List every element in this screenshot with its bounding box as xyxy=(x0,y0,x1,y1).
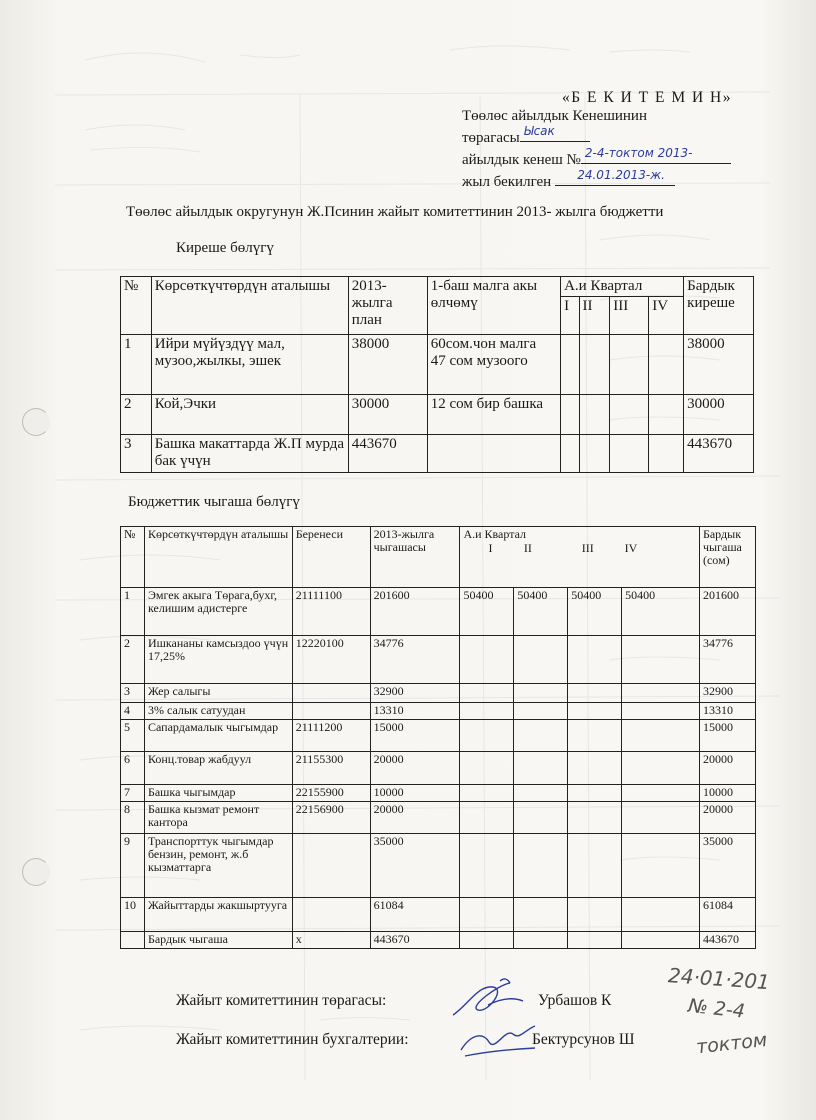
income-row-plan: 443670 xyxy=(348,435,427,473)
expense-total-code: х xyxy=(292,931,370,948)
income-row-no: 3 xyxy=(121,435,152,473)
binder-hole-top xyxy=(22,408,50,436)
table-row xyxy=(121,435,754,473)
expense-header-q4: IV xyxy=(622,541,700,587)
table-row xyxy=(121,702,756,719)
income-header-plan: 2013-жылга план xyxy=(348,277,427,335)
income-row-unit: 60сом.чон малга 47 сом музоого xyxy=(427,335,560,395)
expense-row-q2 xyxy=(514,833,568,897)
expense-row-total: 15000 xyxy=(699,719,755,751)
income-header-q1: I xyxy=(561,297,579,335)
income-row-q2 xyxy=(579,395,610,435)
expense-total-row xyxy=(121,931,756,948)
table-row xyxy=(121,587,756,635)
chair-handwritten-text: Ысак xyxy=(523,124,555,138)
expense-row-q3: 50400 xyxy=(568,587,622,635)
expense-row-no: 3 xyxy=(121,683,145,702)
expense-row-total: 32900 xyxy=(699,683,755,702)
expense-row-plan: 35000 xyxy=(370,833,460,897)
chair-signature-label: Жайыт комитеттинин төрагасы: xyxy=(176,992,387,1009)
expense-header-total: Бардык чыгаша (сом) xyxy=(699,527,755,588)
income-row-no: 2 xyxy=(121,395,152,435)
expense-row-code xyxy=(292,683,370,702)
expense-row-name: 3% салык сатуудан xyxy=(144,702,292,719)
expense-row-q4 xyxy=(622,784,700,801)
expense-row-no: 7 xyxy=(121,784,145,801)
expense-row-total: 20000 xyxy=(699,751,755,784)
income-header-row xyxy=(121,277,754,297)
expense-header-q2: II xyxy=(523,541,532,555)
expense-row-q4 xyxy=(622,635,700,683)
expense-total-q3 xyxy=(568,931,622,948)
income-row-q4 xyxy=(649,435,684,473)
expense-row-q2 xyxy=(514,702,568,719)
approval-date-handwritten: 24.01.2013-ж. xyxy=(577,168,665,182)
income-row-total: 38000 xyxy=(684,335,754,395)
expense-row-code xyxy=(292,833,370,897)
table-row xyxy=(121,833,756,897)
approval-line-1: Төөлөс айылдык Кенешинин xyxy=(462,108,647,124)
income-header-no: № xyxy=(121,277,152,335)
income-row-q3 xyxy=(610,335,649,395)
expense-header-q1: I xyxy=(460,541,514,587)
expense-row-q1 xyxy=(460,801,514,833)
expense-total-no xyxy=(121,931,145,948)
expense-row-q3 xyxy=(568,635,622,683)
expense-header-plan: 2013-жылга чыгашасы xyxy=(370,527,460,588)
income-row-name: Кой,Эчки xyxy=(151,395,348,435)
expense-row-no: 4 xyxy=(121,702,145,719)
expense-row-q2 xyxy=(514,801,568,833)
expense-row-q3 xyxy=(568,751,622,784)
expense-row-q2 xyxy=(514,635,568,683)
income-row-plan: 30000 xyxy=(348,395,427,435)
income-row-unit: 12 сом бир башка xyxy=(427,395,560,435)
income-row-no: 1 xyxy=(121,335,152,395)
table-row xyxy=(121,335,754,395)
expense-row-plan: 10000 xyxy=(370,784,460,801)
chair-handwritten-signature xyxy=(448,975,538,1025)
approval-heading: «Б Е К И Т Е М И Н» xyxy=(561,89,732,106)
expense-total-value: 443670 xyxy=(699,931,755,948)
income-row-q1 xyxy=(561,395,579,435)
expense-row-plan: 61084 xyxy=(370,897,460,931)
expense-header-row xyxy=(121,527,756,542)
expense-row-code: 22156900 xyxy=(292,801,370,833)
expense-row-code xyxy=(292,702,370,719)
expense-row-name: Конц.товар жабдуул xyxy=(144,751,292,784)
expense-row-code: 12220100 xyxy=(292,635,370,683)
expense-row-q3 xyxy=(568,801,622,833)
accountant-signature-name: Бектурсунов Ш xyxy=(532,1031,635,1048)
table-row xyxy=(121,784,756,801)
table-row xyxy=(121,683,756,702)
expense-row-no: 10 xyxy=(121,897,145,931)
expense-row-name: Жер салыгы xyxy=(144,683,292,702)
expense-row-q2 xyxy=(514,784,568,801)
expense-section-title: Бюджеттик чыгаша бөлүгү xyxy=(128,494,300,510)
expense-header-q3: III xyxy=(581,541,594,555)
expense-row-q3 xyxy=(568,897,622,931)
approval-date-field xyxy=(555,170,675,186)
expense-row-q2 xyxy=(514,719,568,751)
expense-row-total: 13310 xyxy=(699,702,755,719)
expense-row-name: Башка чыгымдар xyxy=(144,784,292,801)
approval-block xyxy=(462,88,792,192)
expense-row-name: Эмгек акыга Төрага,бухг, келишим адистерге xyxy=(144,587,292,635)
expense-row-total: 34776 xyxy=(699,635,755,683)
approval-line-4 xyxy=(462,170,792,192)
expense-row-name: Транспорттук чыгымдар бензин, ремонт, ж.б кызматтарга xyxy=(144,833,292,897)
expense-total-plan: 443670 xyxy=(370,931,460,948)
expense-row-code: 21155300 xyxy=(292,751,370,784)
income-row-q3 xyxy=(610,395,649,435)
income-header-q4: IV xyxy=(649,297,684,335)
expense-table xyxy=(120,526,756,949)
expense-row-q1 xyxy=(460,897,514,931)
chair-handwritten-field xyxy=(520,126,590,142)
expense-row-plan: 32900 xyxy=(370,683,460,702)
expense-row-no: 2 xyxy=(121,635,145,683)
expense-row-code: 22155900 xyxy=(292,784,370,801)
expense-row-q1 xyxy=(460,702,514,719)
expense-total-q1 xyxy=(460,931,514,948)
income-row-q2 xyxy=(579,435,610,473)
table-row xyxy=(121,801,756,833)
expense-row-q4 xyxy=(622,833,700,897)
expense-row-q3 xyxy=(568,833,622,897)
expense-row-total: 201600 xyxy=(699,587,755,635)
income-header-q2: II xyxy=(579,297,610,335)
expense-row-name: Башка кызмат ремонт кантора xyxy=(144,801,292,833)
expense-header-code: Беренеси xyxy=(292,527,370,588)
margin-note xyxy=(667,963,808,1059)
income-table xyxy=(120,276,754,473)
expense-row-total: 35000 xyxy=(699,833,755,897)
income-row-q2 xyxy=(579,335,610,395)
expense-row-code: 21111100 xyxy=(292,587,370,635)
expense-row-q4 xyxy=(622,683,700,702)
income-row-total: 30000 xyxy=(684,395,754,435)
income-row-name: Башка макаттарда Ж.П мурда бак үчүн xyxy=(151,435,348,473)
approval-line-4-label: жыл бекилген xyxy=(462,174,552,190)
table-row xyxy=(121,395,754,435)
expense-row-q3 xyxy=(568,784,622,801)
expense-row-q2 xyxy=(514,897,568,931)
approval-line-2-label: төрагасы xyxy=(462,130,520,146)
margin-note-date: 24·01·201 xyxy=(667,963,771,995)
expense-total-q4 xyxy=(622,931,700,948)
expense-row-no: 6 xyxy=(121,751,145,784)
expense-row-q4 xyxy=(622,702,700,719)
budget-title: Төөлөс айылдык округунун Ж.Псинин жайыт комитеттинин 2013- жылга бюджетти xyxy=(126,204,664,220)
expense-row-name: Ишкананы камсыздоо үчүн 17,25% xyxy=(144,635,292,683)
chair-signature-name: Урбашов К xyxy=(538,992,612,1009)
expense-row-plan: 201600 xyxy=(370,587,460,635)
income-section-title: Кирешe бөлүгү xyxy=(176,240,274,256)
expense-row-q1 xyxy=(460,751,514,784)
income-row-q1 xyxy=(561,335,579,395)
expense-row-no: 9 xyxy=(121,833,145,897)
expense-row-plan: 13310 xyxy=(370,702,460,719)
income-header-q3: III xyxy=(610,297,649,335)
income-row-unit xyxy=(427,435,560,473)
expense-total-label: Бардык чыгаша xyxy=(144,931,292,948)
binder-hole-bottom xyxy=(22,858,50,886)
expense-row-plan: 20000 xyxy=(370,801,460,833)
expense-header-no: № xyxy=(121,527,145,588)
expense-header-quarter: А.и Квартал xyxy=(460,527,700,542)
expense-row-no: 1 xyxy=(121,587,145,635)
income-row-q1 xyxy=(561,435,579,473)
income-header-unit: 1-баш малга акы өлчөмү xyxy=(427,277,560,335)
expense-row-no: 8 xyxy=(121,801,145,833)
expense-row-q4 xyxy=(622,719,700,751)
table-row xyxy=(121,751,756,784)
expense-row-name: Сапардамалык чыгымдар xyxy=(144,719,292,751)
expense-row-q3 xyxy=(568,683,622,702)
income-header-indicator: Көрсөткүчтөрдүн аталышы xyxy=(151,277,348,335)
expense-row-code xyxy=(292,897,370,931)
expense-row-q4 xyxy=(622,801,700,833)
expense-row-q1 xyxy=(460,719,514,751)
expense-row-name: Жайыттарды жакшыртууга xyxy=(144,897,292,931)
expense-header-indicator: Көрсөткүчтөрдүн аталышы xyxy=(144,527,292,588)
accountant-signature-label: Жайыт комитеттинин бухгалтерии: xyxy=(176,1031,409,1048)
expense-row-q1 xyxy=(460,635,514,683)
expense-row-q1 xyxy=(460,784,514,801)
margin-note-number: № 2-4 xyxy=(687,994,746,1023)
expense-row-q1 xyxy=(460,833,514,897)
income-row-q4 xyxy=(649,395,684,435)
expense-row-q3 xyxy=(568,719,622,751)
expense-row-q3 xyxy=(568,702,622,719)
income-row-plan: 38000 xyxy=(348,335,427,395)
expense-row-no: 5 xyxy=(121,719,145,751)
income-row-total: 443670 xyxy=(684,435,754,473)
income-row-name: Ийри мүйүздүү мал, музоо,жылкы, эшек xyxy=(151,335,348,395)
expense-row-q2 xyxy=(514,683,568,702)
expense-row-total: 61084 xyxy=(699,897,755,931)
expense-row-code: 21111200 xyxy=(292,719,370,751)
expense-row-q2: 50400 xyxy=(514,587,568,635)
expense-row-q4 xyxy=(622,897,700,931)
approval-line-3-label: айылдык кенеш № xyxy=(462,152,581,168)
expense-row-q4: 50400 xyxy=(622,587,700,635)
expense-row-q4 xyxy=(622,751,700,784)
expense-row-plan: 20000 xyxy=(370,751,460,784)
expense-row-q2 xyxy=(514,751,568,784)
expense-total-q2 xyxy=(514,931,568,948)
table-row xyxy=(121,897,756,931)
expense-row-total: 20000 xyxy=(699,801,755,833)
table-row xyxy=(121,719,756,751)
expense-row-q1 xyxy=(460,683,514,702)
table-row xyxy=(121,635,756,683)
margin-note-word: токтом xyxy=(695,1029,769,1059)
income-row-q3 xyxy=(610,435,649,473)
expense-row-plan: 34776 xyxy=(370,635,460,683)
expense-row-total: 10000 xyxy=(699,784,755,801)
income-header-quarter: А.и Квартал xyxy=(561,277,684,297)
income-row-q4 xyxy=(649,335,684,395)
income-header-total: Бардык киреше xyxy=(684,277,754,335)
expense-row-plan: 15000 xyxy=(370,719,460,751)
decision-number-handwritten: 2-4-токтом 2013- xyxy=(584,146,693,160)
expense-row-q1: 50400 xyxy=(460,587,514,635)
decision-number-field xyxy=(581,148,731,164)
accountant-handwritten-signature xyxy=(455,1020,545,1064)
